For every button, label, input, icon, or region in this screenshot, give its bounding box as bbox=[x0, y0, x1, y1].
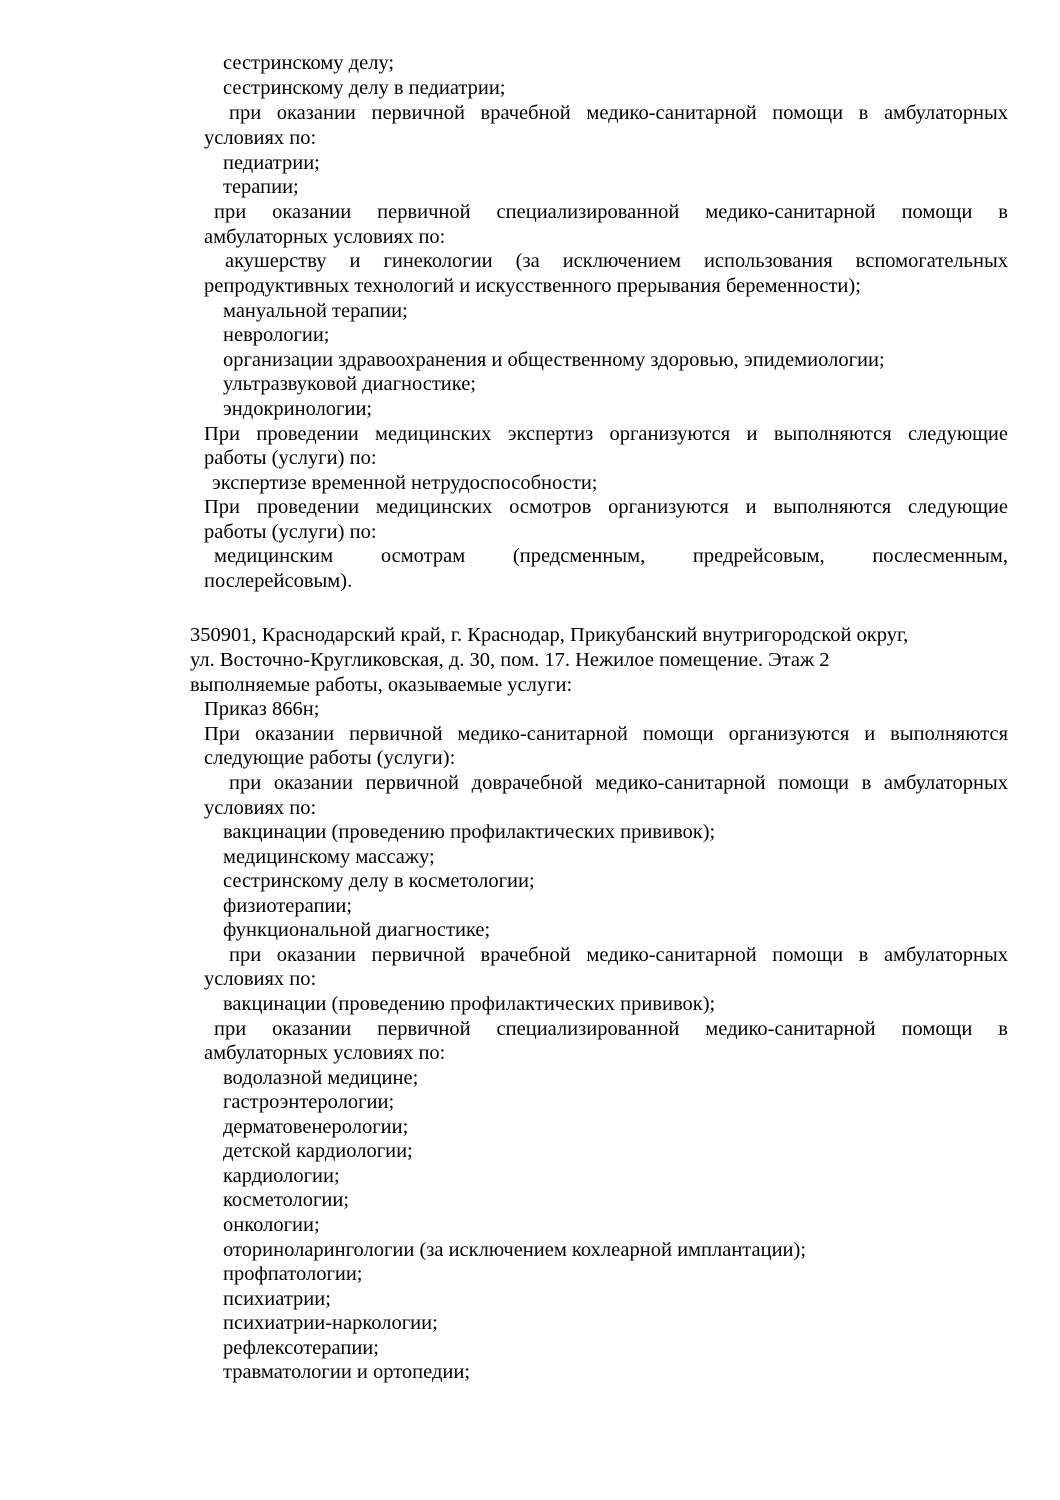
text-line bbox=[0, 1164, 1060, 1189]
line-text: вакцинации (проведению профилактических прививок); bbox=[223, 993, 716, 1015]
text-line bbox=[0, 348, 1060, 373]
text-line bbox=[0, 520, 1060, 545]
line-text: репродуктивных технологий и искусственного прерывания беременности); bbox=[204, 275, 861, 297]
text-line bbox=[0, 820, 1060, 845]
line-text: организации здравоохранения и общественному здоровью, эпидемиологии; bbox=[223, 349, 885, 371]
text-line bbox=[0, 1188, 1060, 1213]
line-text: функциональной диагностике; bbox=[223, 919, 491, 941]
text-line bbox=[0, 722, 1060, 747]
line-text: терапии; bbox=[223, 176, 299, 198]
text-line bbox=[0, 943, 1060, 968]
text-line bbox=[0, 471, 1060, 496]
line-text: условиях по: bbox=[204, 797, 317, 819]
line-text: 350901, Краснодарский край, г. Краснодар, Прикубанский внутригородской округ, bbox=[190, 624, 909, 646]
line-text: травматологии и ортопедии; bbox=[223, 1361, 471, 1383]
text-line bbox=[0, 1115, 1060, 1140]
line-text: рефлексотерапии; bbox=[223, 1337, 379, 1359]
text-line bbox=[0, 845, 1060, 870]
line-text: онкологии; bbox=[223, 1214, 320, 1236]
line-text: детской кардиологии; bbox=[223, 1140, 413, 1162]
text-line bbox=[0, 1041, 1060, 1066]
text-line bbox=[0, 967, 1060, 992]
text-line bbox=[0, 422, 1060, 447]
text-line bbox=[0, 76, 1060, 101]
text-line bbox=[0, 397, 1060, 422]
line-text: дерматовенерологии; bbox=[223, 1116, 409, 1138]
line-text: послерейсовым). bbox=[204, 570, 353, 592]
line-text: неврологии; bbox=[223, 324, 330, 346]
line-text: ультразвуковой диагностике; bbox=[223, 373, 476, 395]
line-text: работы (услуги) по: bbox=[204, 447, 377, 469]
text-line bbox=[0, 648, 1060, 673]
line-text: при оказании первичной врачебной медико-санитарной помощи в амбулаторных bbox=[229, 944, 1008, 966]
line-text: При проведении медицинских осмотров организуются и выполняются следующие bbox=[204, 496, 1008, 518]
text-line bbox=[0, 918, 1060, 943]
line-text: психиатрии-наркологии; bbox=[223, 1312, 438, 1334]
text-line bbox=[0, 1139, 1060, 1164]
text-line bbox=[0, 1017, 1060, 1042]
text-line bbox=[0, 1262, 1060, 1287]
text-line bbox=[0, 372, 1060, 397]
line-text: работы (услуги) по: bbox=[204, 521, 377, 543]
text-line bbox=[0, 299, 1060, 324]
line-text: физиотерапии; bbox=[223, 895, 353, 917]
text-line bbox=[0, 771, 1060, 796]
line-text: Приказ 866н; bbox=[204, 698, 320, 720]
text-line bbox=[0, 1287, 1060, 1312]
text-line bbox=[0, 1066, 1060, 1091]
line-text: медицинскому массажу; bbox=[223, 846, 435, 868]
text-line bbox=[0, 569, 1060, 594]
line-text: при оказании первичной врачебной медико-санитарной помощи в амбулаторных bbox=[229, 102, 1008, 124]
line-text: амбулаторных условиях по: bbox=[204, 226, 446, 248]
line-text: гастроэнтерологии; bbox=[223, 1091, 395, 1113]
line-text: сестринскому делу; bbox=[223, 52, 395, 74]
line-text: эндокринологии; bbox=[223, 398, 373, 420]
text-line bbox=[0, 1238, 1060, 1263]
line-text: косметологии; bbox=[223, 1189, 350, 1211]
line-text: профпатологии; bbox=[223, 1263, 363, 1285]
text-line bbox=[0, 1090, 1060, 1115]
line-text: педиатрии; bbox=[223, 152, 320, 174]
line-text: акушерству и гинекологии (за исключением использования вспомогательных bbox=[225, 250, 1008, 272]
text-line bbox=[0, 249, 1060, 274]
line-text: медицинским осмотрам (предсменным, предрейсовым, послесменным, bbox=[214, 545, 1008, 567]
line-text: при оказании первичной доврачебной медико-санитарной помощи в амбулаторных bbox=[229, 772, 1008, 794]
line-text: при оказании первичной специализированной медико-санитарной помощи в bbox=[214, 201, 1008, 223]
text-line bbox=[0, 1311, 1060, 1336]
text-line bbox=[0, 796, 1060, 821]
text-line bbox=[0, 1336, 1060, 1361]
text-line bbox=[0, 175, 1060, 200]
text-line bbox=[0, 623, 1060, 648]
text-line bbox=[0, 151, 1060, 176]
line-text: выполняемые работы, оказываемые услуги: bbox=[190, 674, 573, 696]
line-text: амбулаторных условиях по: bbox=[204, 1042, 446, 1064]
line-text: кардиологии; bbox=[223, 1165, 340, 1187]
line-text: следующие работы (услуги): bbox=[204, 747, 456, 769]
line-text: вакцинации (проведению профилактических прививок); bbox=[223, 821, 716, 843]
text-line bbox=[0, 446, 1060, 471]
text-line bbox=[0, 274, 1060, 299]
line-text: мануальной терапии; bbox=[223, 300, 408, 322]
line-text: При оказании первичной медико-санитарной помощи организуются и выполняются bbox=[204, 723, 1008, 745]
line-text: оториноларингологии (за исключением кохлеарной имплантации); bbox=[223, 1239, 807, 1261]
line-text: условиях по: bbox=[204, 127, 317, 149]
text-line bbox=[0, 746, 1060, 771]
text-line bbox=[0, 495, 1060, 520]
text-line bbox=[0, 225, 1060, 250]
line-text: сестринскому делу в педиатрии; bbox=[223, 77, 506, 99]
text-line bbox=[0, 869, 1060, 894]
text-line bbox=[0, 1360, 1060, 1385]
text-line bbox=[0, 697, 1060, 722]
line-text: экспертизе временной нетрудоспособности; bbox=[212, 472, 598, 494]
text-line bbox=[0, 51, 1060, 76]
text-line bbox=[0, 894, 1060, 919]
text-line bbox=[0, 992, 1060, 1017]
line-text: психиатрии; bbox=[223, 1288, 331, 1310]
text-line bbox=[0, 200, 1060, 225]
text-line bbox=[0, 1213, 1060, 1238]
line-text: При проведении медицинских экспертиз организуются и выполняются следующие bbox=[204, 423, 1008, 445]
line-text: условиях по: bbox=[204, 968, 317, 990]
line-text: при оказании первичной специализированной медико-санитарной помощи в bbox=[214, 1018, 1008, 1040]
text-line bbox=[0, 126, 1060, 151]
text-line bbox=[0, 673, 1060, 698]
text-line bbox=[0, 544, 1060, 569]
line-text: водолазной медицине; bbox=[223, 1067, 419, 1089]
line-text: ул. Восточно-Кругликовская, д. 30, пом. 17. Нежилое помещение. Этаж 2 bbox=[190, 649, 830, 671]
text-line bbox=[0, 101, 1060, 126]
line-text: сестринскому делу в косметологии; bbox=[223, 870, 535, 892]
text-line bbox=[0, 323, 1060, 348]
